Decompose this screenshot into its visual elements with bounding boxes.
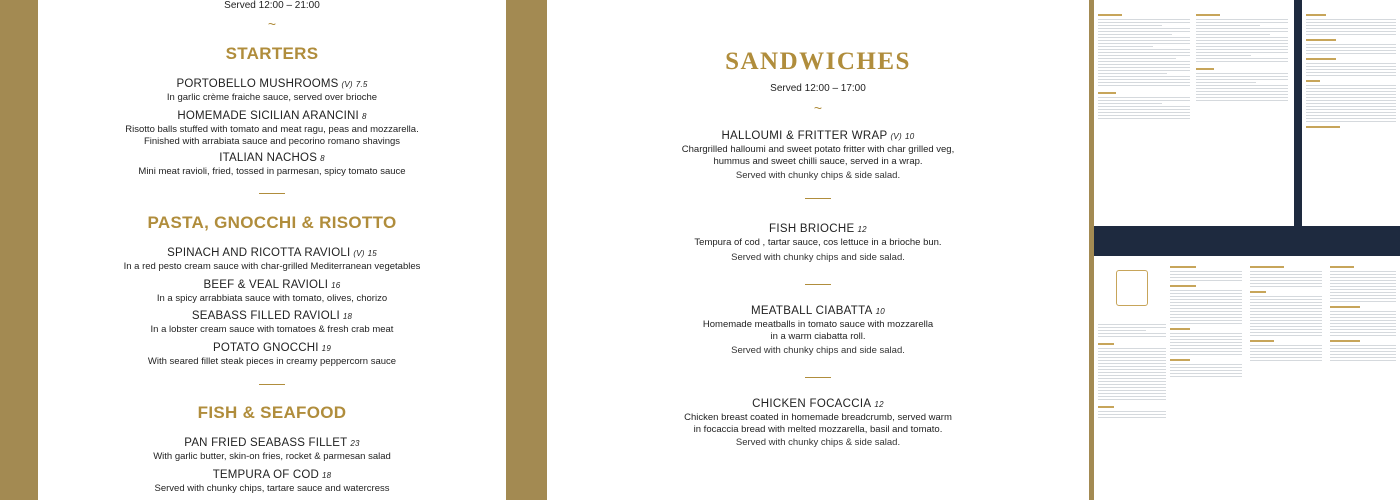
item-description: hummus and sweet chilli sauce, served in a wrap. [713, 155, 923, 167]
item-name: CHICKEN FOCACCIA [752, 398, 872, 410]
item-price: 15 [367, 249, 377, 258]
item-price: 12 [874, 400, 884, 409]
item-description: Mini meat ravioli, fried, tossed in parmesan, spicy tomato sauce [138, 166, 406, 177]
item-name: PORTOBELLO MUSHROOMS [176, 78, 339, 90]
menu-item [547, 222, 1089, 249]
item-price: 18 [322, 471, 332, 480]
item-divider [547, 377, 1089, 378]
item-name: PAN FRIED SEABASS FILLET [184, 437, 348, 449]
item-description: Chargrilled halloumi and sweet potato fritter with char grilled veg, [681, 144, 955, 155]
menu-item [38, 77, 506, 104]
item-divider [547, 198, 1089, 199]
item-price: 18 [342, 312, 353, 321]
item-description: Tempura of cod , tartar sauce, cos lettuce in a brioche bun. [694, 237, 942, 248]
item-price: 10 [875, 307, 886, 316]
item-name: HOMEMADE SICILIAN ARANCINI [177, 110, 359, 122]
item-name: HALLOUMI & FRITTER WRAP [721, 130, 888, 142]
item-price: 8 [361, 112, 367, 121]
menu-item [547, 304, 1089, 342]
item-price: 16 [331, 281, 341, 290]
menu-item [38, 278, 506, 305]
menu-panel-left [38, 0, 506, 500]
item-divider [547, 284, 1089, 285]
item-name: MEATBALL CIABATTA [750, 305, 873, 317]
menu-panel-sandwiches [547, 0, 1089, 500]
tilde-divider: ~ [813, 100, 823, 116]
menu-item [547, 129, 1089, 167]
menu-item [38, 436, 506, 463]
item-name: TEMPURA OF COD [212, 469, 319, 481]
served-with-note: Served with chunky chips & side salad. [735, 170, 901, 181]
menu-item [38, 109, 506, 147]
menu-item [547, 397, 1089, 435]
item-name: ITALIAN NACHOS [219, 152, 318, 164]
served-with-note: Served with chunky chips and side salad. [731, 345, 905, 356]
menu-item [38, 468, 506, 495]
item-price: 12 [857, 225, 867, 234]
menu-item [38, 341, 506, 368]
menu-item [38, 246, 506, 273]
item-description: in focaccia bread with melted mozzarella, basil and tomato. [693, 423, 943, 435]
logo-icon [1116, 270, 1148, 306]
item-price: 19 [321, 344, 331, 353]
section-divider [38, 384, 506, 385]
thumbnail-gap [1094, 232, 1400, 256]
item-description: Served with chunky chips, tartare sauce and watercress [154, 483, 390, 494]
served-with-note: Served with chunky chips and side salad. [731, 252, 905, 263]
item-price: 23 [350, 439, 360, 448]
veg-tag: (V) [890, 132, 903, 141]
item-name: SEABASS FILLED RAVIOLI [191, 310, 340, 322]
veg-tag: (V) [353, 249, 365, 258]
item-description: in a warm ciabatta roll. [770, 330, 866, 342]
item-price: 10 [905, 132, 915, 141]
item-description: In a lobster cream sauce with tomatoes & fresh crab meat [150, 324, 394, 335]
item-name: SPINACH AND RICOTTA RAVIOLI [167, 247, 351, 259]
food-menu-thumbnail[interactable] [1094, 256, 1400, 500]
item-description: With seared fillet steak pieces in creamy peppercorn sauce [147, 356, 397, 367]
menu-item [38, 151, 506, 178]
item-price: 8 [320, 154, 325, 163]
section-title-starters: STARTERS [225, 44, 319, 63]
item-description: Chicken breast coated in homemade breadcrumb, served warm [684, 412, 952, 423]
item-name: POTATO GNOCCHI [213, 342, 319, 354]
section-title-pasta: PASTA, GNOCCHI & RISOTTO [147, 213, 397, 232]
item-name: FISH BRIOCHE [769, 223, 855, 235]
menu-item [38, 309, 506, 336]
item-description: Risotto balls stuffed with tomato and meat ragu, peas and mozzarella. [125, 124, 419, 135]
served-hours: Served 12:00 – 21:00 [224, 0, 320, 11]
item-name: BEEF & VEAL RAVIOLI [203, 279, 329, 291]
drinks-menu-thumbnail[interactable] [1094, 0, 1400, 232]
section-divider [38, 193, 506, 194]
served-with-note: Served with chunky chips & side salad. [735, 437, 901, 448]
page-title: SANDWICHES [725, 48, 911, 75]
veg-tag: (V) [341, 80, 353, 89]
tilde-divider: ~ [267, 16, 277, 32]
item-description: With garlic butter, skin-on fries, rocket & parmesan salad [153, 451, 391, 462]
item-description: Finished with arrabiata sauce and pecorino romano shavings [143, 135, 401, 147]
item-description: Homemade meatballs in tomato sauce with mozzarella [702, 319, 934, 330]
item-description: In garlic crème fraiche sauce, served over brioche [166, 92, 378, 103]
item-description: In a red pesto cream sauce with char-grilled Mediterranean vegetables [123, 261, 421, 272]
item-description: In a spicy arrabbiata sauce with tomato, olives, chorizo [156, 293, 388, 304]
section-title-fish: FISH & SEAFOOD [197, 403, 347, 422]
served-hours: Served 12:00 – 17:00 [770, 83, 866, 94]
item-price: 7.5 [355, 80, 368, 89]
